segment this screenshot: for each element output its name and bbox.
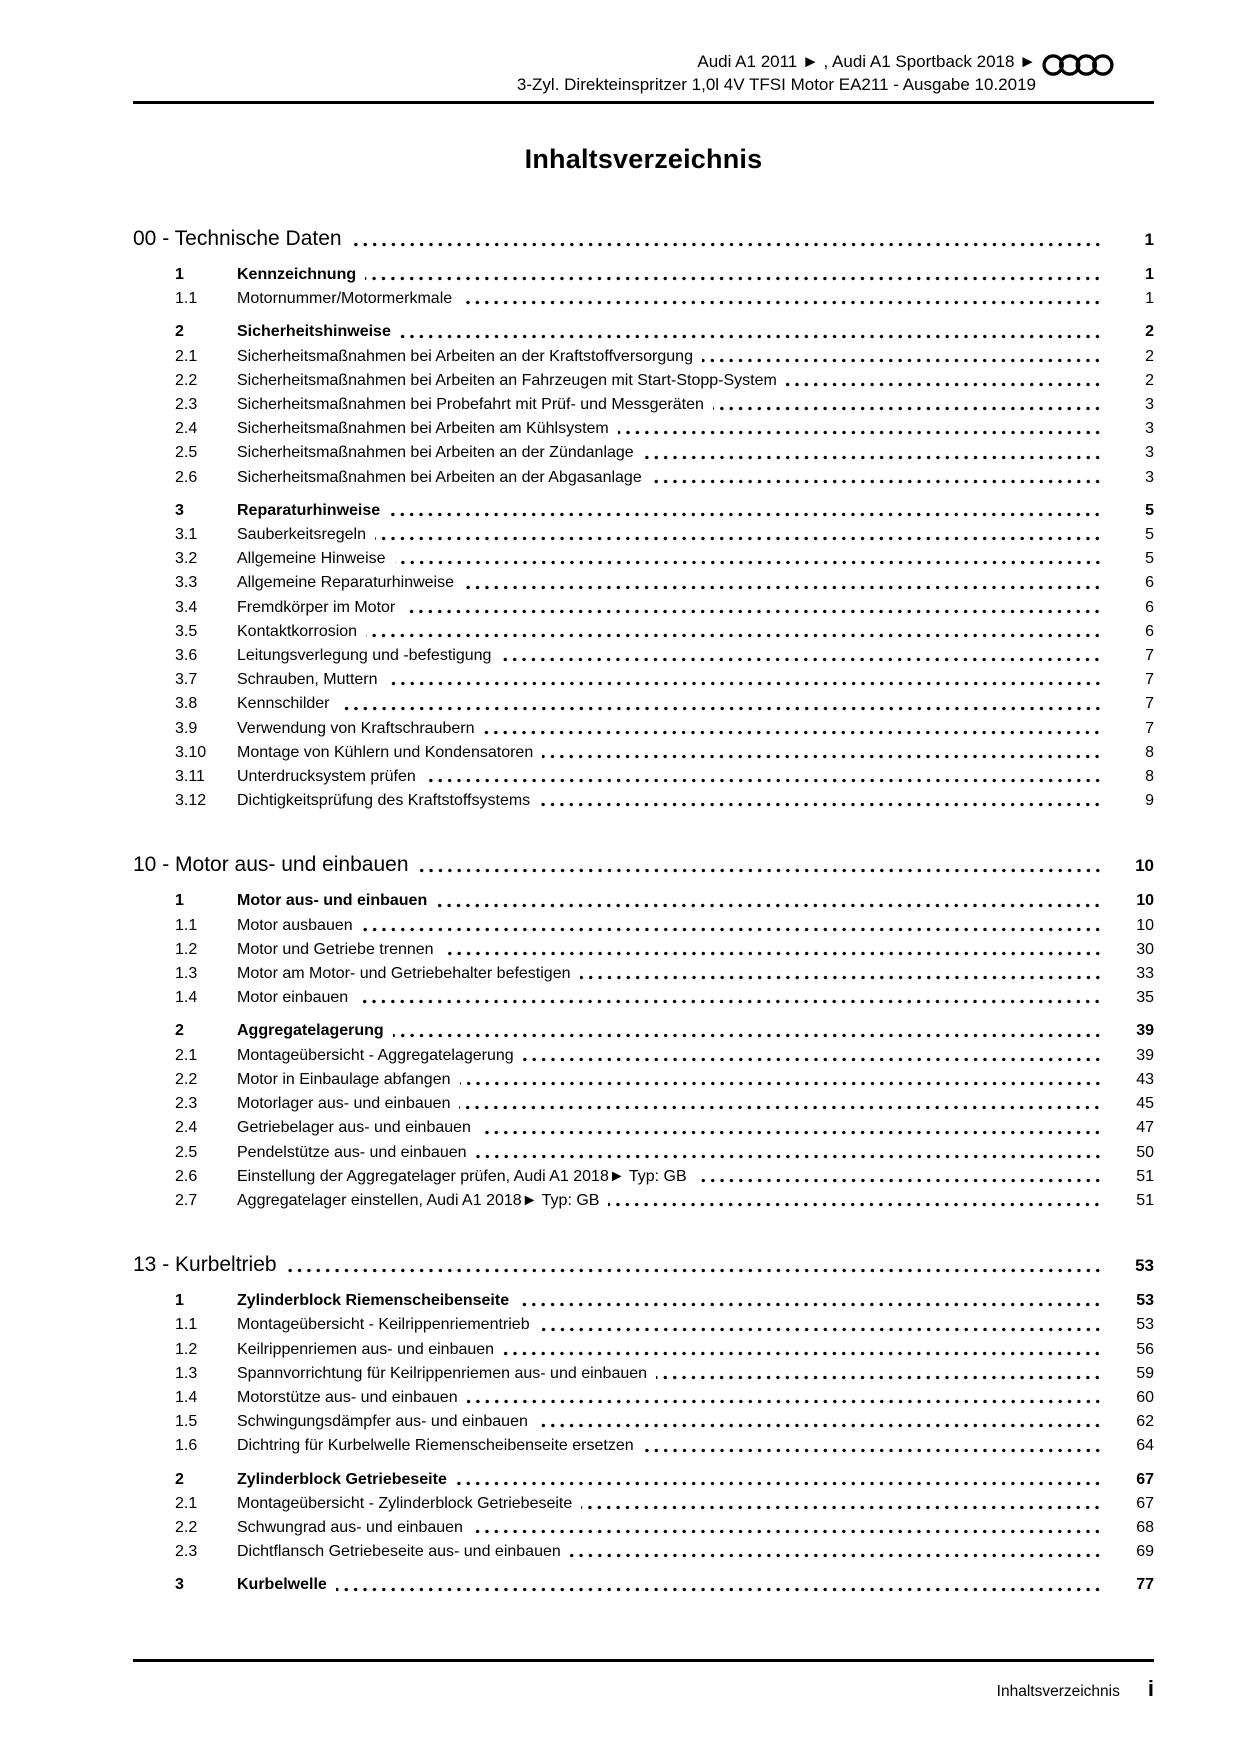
dot-leader — [696, 1165, 1102, 1189]
toc-entry-title: Motor ausbauen — [237, 916, 353, 934]
toc-entry — [133, 1019, 1154, 1043]
toc-entry — [133, 1289, 1154, 1313]
toc-section-title: 13 - Kurbeltrieb — [133, 1253, 277, 1277]
dot-leader — [643, 1434, 1102, 1458]
toc-entry-page: 2 — [1145, 347, 1154, 365]
dot-leader — [467, 1386, 1102, 1410]
toc-entry-title: Motor am Motor- und Getriebehalter befestigen — [237, 965, 571, 983]
toc-section-title: 10 - Motor aus- und einbauen — [133, 853, 409, 877]
toc-entry-number: 1.1 — [175, 290, 198, 308]
toc-entry-page: 39 — [1136, 1046, 1154, 1064]
dot-leader — [476, 1141, 1102, 1165]
toc-entry-title: Leitungsverlegung und -befestigung — [237, 647, 492, 665]
toc-entry-number: 3.11 — [175, 768, 205, 786]
toc-entry — [133, 369, 1154, 393]
dot-leader — [702, 345, 1102, 369]
toc-entry-page: 5 — [1145, 550, 1154, 568]
toc-entry-title: Schwingungsdämpfer aus- und einbauen — [237, 1413, 528, 1431]
table-of-contents — [133, 187, 1154, 1598]
toc-entry — [133, 717, 1154, 741]
toc-entry — [133, 1313, 1154, 1337]
toc-entry-page: 35 — [1136, 989, 1154, 1007]
toc-entry-title: Sicherheitsmaßnahmen bei Arbeiten an der Zündanlage — [237, 444, 634, 462]
toc-entry-page: 50 — [1136, 1143, 1154, 1161]
toc-entry-number: 3.4 — [175, 598, 198, 616]
toc-entry-number: 2.2 — [175, 1518, 198, 1536]
toc-entry-page: 77 — [1136, 1576, 1154, 1594]
toc-entry-title: Dichtring für Kurbelwelle Riemenscheibenseite ersetzen — [237, 1437, 634, 1455]
toc-entry-page: 3 — [1145, 396, 1154, 414]
toc-entry-page: 64 — [1136, 1437, 1154, 1455]
toc-entry-title: Sicherheitsmaßnahmen bei Arbeiten am Kühlsystem — [237, 420, 609, 438]
dot-leader — [503, 1338, 1102, 1362]
header-model-line: Audi A1 2011 ► , Audi A1 Sportback 2018 ► — [697, 52, 1036, 71]
toc-entry-page: 1 — [1145, 266, 1154, 283]
audi-rings-icon — [1042, 51, 1114, 79]
toc-entry — [133, 1092, 1154, 1116]
toc-section — [133, 225, 1154, 813]
toc-entry-number: 1.2 — [175, 1340, 198, 1358]
toc-entry — [133, 596, 1154, 620]
toc-entry-title: Dichtigkeitsprüfung des Kraftstoffsystems — [237, 792, 531, 810]
dot-leader — [542, 741, 1102, 765]
toc-entry-title: Einstellung der Aggregatelager prüfen, Audi A1 2018► Typ: GB — [237, 1167, 687, 1185]
toc-entry-title: Motor einbauen — [237, 989, 349, 1007]
toc-entry-number: 3 — [175, 501, 184, 519]
dot-leader — [580, 962, 1103, 986]
toc-entry-number: 1 — [175, 892, 184, 910]
toc-entry-page: 5 — [1145, 501, 1154, 519]
toc-entry-title: Montageübersicht - Keilrippenriementrieb — [237, 1316, 530, 1334]
dot-leader — [456, 1468, 1102, 1492]
toc-entry-title: Fremdkörper im Motor — [237, 598, 396, 616]
toc-section-heading — [133, 225, 1154, 254]
toc-entry — [133, 1540, 1154, 1564]
toc-entry — [133, 441, 1154, 465]
dot-leader — [537, 1410, 1102, 1434]
toc-entry-number: 2.3 — [175, 1095, 198, 1113]
toc-entry-number: 3.1 — [175, 526, 198, 544]
toc-entry-title: Motor und Getriebe trennen — [237, 940, 434, 958]
toc-entry-title: Sicherheitshinweise — [237, 323, 391, 341]
dot-leader — [393, 1019, 1102, 1043]
dot-leader — [389, 499, 1102, 523]
toc-entry-page: 51 — [1136, 1167, 1154, 1185]
toc-entry-title: Zylinderblock Riemenscheibenseite — [237, 1292, 510, 1310]
toc-entry-number: 1.3 — [175, 1364, 198, 1382]
toc-entry-title: Pendelstütze aus- und einbauen — [237, 1143, 467, 1161]
dot-leader — [425, 765, 1102, 789]
toc-entry-title: Motor in Einbaulage abfangen — [237, 1070, 451, 1088]
toc-entry-number: 1.3 — [175, 965, 198, 983]
toc-entry-title: Kennschilder — [237, 695, 330, 713]
dot-leader — [618, 417, 1102, 441]
toc-entry-page: 10 — [1136, 916, 1154, 934]
dot-leader — [459, 1092, 1102, 1116]
toc-entry-number: 2.7 — [175, 1191, 198, 1209]
toc-entry — [133, 1068, 1154, 1092]
dot-leader — [713, 393, 1102, 417]
dot-leader — [460, 1068, 1103, 1092]
toc-entry-title: Motorstütze aus- und einbauen — [237, 1388, 458, 1406]
toc-entry-page: 8 — [1145, 768, 1154, 786]
footer-page-number: i — [1147, 1676, 1154, 1701]
dot-leader — [418, 851, 1102, 880]
toc-entry — [133, 287, 1154, 311]
dot-leader — [366, 620, 1102, 644]
toc-entry-number: 2.5 — [175, 444, 198, 462]
toc-section-entries — [133, 263, 1154, 813]
toc-entry-number: 2.4 — [175, 420, 198, 438]
toc-entry-page: 10 — [1136, 892, 1154, 910]
toc-entry-title: Unterdrucksystem prüfen — [237, 768, 416, 786]
toc-entry-page: 3 — [1145, 420, 1154, 438]
dot-leader — [581, 1492, 1102, 1516]
dot-leader — [336, 1573, 1102, 1597]
toc-section-page: 1 — [1144, 230, 1154, 249]
dot-leader — [357, 986, 1102, 1010]
page-footer — [133, 1659, 1154, 1702]
toc-entry-number: 2.6 — [175, 468, 198, 486]
toc-entry-page: 1 — [1145, 290, 1154, 308]
dot-leader — [339, 692, 1103, 716]
footer-label: Inhaltsverzeichnis — [996, 1683, 1120, 1700]
toc-entry-page: 60 — [1136, 1388, 1154, 1406]
toc-entry-title: Aggregatelager einstellen, Audi A1 2018► Typ: GB — [237, 1191, 600, 1209]
toc-entry-page: 43 — [1136, 1070, 1154, 1088]
toc-entry-title: Zylinderblock Getriebeseite — [237, 1470, 447, 1488]
toc-entry-page: 59 — [1136, 1364, 1154, 1382]
toc-entry — [133, 1492, 1154, 1516]
dot-leader — [518, 1289, 1102, 1313]
toc-entry-page: 39 — [1136, 1022, 1154, 1040]
toc-entry — [133, 1434, 1154, 1458]
toc-section-entries — [133, 889, 1154, 1213]
dot-leader — [656, 1362, 1102, 1386]
dot-leader — [375, 523, 1102, 547]
dot-leader — [461, 287, 1102, 311]
toc-entry — [133, 765, 1154, 789]
toc-section — [133, 851, 1154, 1213]
dot-leader — [786, 369, 1102, 393]
toc-entry — [133, 1338, 1154, 1362]
toc-entry — [133, 692, 1154, 716]
toc-entry — [133, 571, 1154, 595]
dot-leader — [286, 1251, 1102, 1280]
toc-entry-title: Dichtflansch Getriebeseite aus- und einbauen — [237, 1543, 561, 1561]
toc-section-heading — [133, 1251, 1154, 1280]
toc-section-entries — [133, 1289, 1154, 1597]
toc-entry — [133, 393, 1154, 417]
toc-entry-page: 7 — [1145, 695, 1154, 713]
toc-entry-page: 45 — [1136, 1095, 1154, 1113]
toc-entry-title: Sicherheitsmaßnahmen bei Probefahrt mit Prüf- und Messgeräten — [237, 396, 704, 414]
toc-entry-number: 2.3 — [175, 1543, 198, 1561]
toc-entry-number: 3.7 — [175, 671, 198, 689]
toc-entry-title: Sicherheitsmaßnahmen bei Arbeiten an Fahrzeugen mit Start-Stopp-System — [237, 371, 777, 389]
toc-entry — [133, 320, 1154, 344]
dot-leader — [362, 914, 1102, 938]
dot-leader — [443, 938, 1102, 962]
toc-entry-page: 5 — [1145, 526, 1154, 544]
toc-entry-title: Spannvorrichtung für Keilrippenriemen aus- und einbauen — [237, 1364, 648, 1382]
toc-entry — [133, 620, 1154, 644]
toc-entry-number: 2.3 — [175, 396, 198, 414]
toc-entry-page: 33 — [1136, 965, 1154, 983]
toc-entry-title: Schwungrad aus- und einbauen — [237, 1518, 463, 1536]
toc-entry — [133, 1362, 1154, 1386]
dot-leader — [436, 889, 1102, 913]
toc-entry-title: Allgemeine Reparaturhinweise — [237, 574, 455, 592]
toc-entry-number: 2.2 — [175, 371, 198, 389]
toc-entry — [133, 1386, 1154, 1410]
toc-entry-page: 6 — [1145, 622, 1154, 640]
toc-entry — [133, 889, 1154, 913]
toc-section — [133, 1251, 1154, 1597]
toc-entry — [133, 986, 1154, 1010]
toc-entry-page: 3 — [1145, 444, 1154, 462]
toc-entry-number: 2.1 — [175, 1046, 198, 1064]
dot-leader — [643, 441, 1102, 465]
toc-entry — [133, 417, 1154, 441]
toc-entry-page: 7 — [1145, 719, 1154, 737]
toc-entry — [133, 1116, 1154, 1140]
toc-entry — [133, 962, 1154, 986]
toc-entry — [133, 668, 1154, 692]
toc-entry-title: Sicherheitsmaßnahmen bei Arbeiten an der Abgasanlage — [237, 468, 642, 486]
toc-entry-page: 2 — [1145, 371, 1154, 389]
toc-entry-number: 3.9 — [175, 719, 198, 737]
toc-entry — [133, 914, 1154, 938]
toc-entry-number: 3 — [175, 1576, 184, 1594]
toc-entry-title: Keilrippenriemen aus- und einbauen — [237, 1340, 495, 1358]
toc-entry-page: 47 — [1136, 1119, 1154, 1137]
toc-entry-title: Sauberkeitsregeln — [237, 526, 366, 544]
toc-section-page: 10 — [1135, 856, 1154, 876]
toc-entry-title: Sicherheitsmaßnahmen bei Arbeiten an der Kraftstoffversorgung — [237, 347, 693, 365]
toc-entry-number: 1.1 — [175, 1316, 198, 1334]
toc-entry — [133, 741, 1154, 765]
dot-leader — [351, 225, 1102, 254]
toc-entry-number: 2.1 — [175, 347, 198, 365]
dot-leader — [395, 547, 1102, 571]
toc-entry-number: 1.2 — [175, 940, 198, 958]
toc-entry — [133, 1044, 1154, 1068]
toc-entry — [133, 499, 1154, 523]
dot-leader — [570, 1540, 1102, 1564]
toc-entry-page: 9 — [1145, 792, 1154, 810]
page-title: Inhaltsverzeichnis — [524, 144, 763, 174]
toc-entry-title: Montageübersicht - Aggregatelagerung — [237, 1046, 514, 1064]
toc-entry — [133, 938, 1154, 962]
header-text — [133, 50, 1154, 96]
toc-entry-page: 67 — [1136, 1494, 1154, 1512]
toc-entry-title: Schrauben, Muttern — [237, 671, 378, 689]
toc-entry — [133, 1141, 1154, 1165]
toc-entry — [133, 1410, 1154, 1434]
toc-entry-title: Allgemeine Hinweise — [237, 550, 386, 568]
dot-leader — [651, 466, 1102, 490]
toc-entry-number: 1.5 — [175, 1413, 198, 1431]
toc-entry — [133, 1189, 1154, 1213]
toc-entry-title: Montageübersicht - Zylinderblock Getriebeseite — [237, 1494, 573, 1512]
dot-leader — [480, 1116, 1102, 1140]
toc-entry-number: 3.2 — [175, 550, 198, 568]
toc-entry — [133, 644, 1154, 668]
toc-entry-number: 1.4 — [175, 1388, 198, 1406]
toc-entry-page: 6 — [1145, 574, 1154, 592]
toc-entry — [133, 1573, 1154, 1597]
toc-entry-page: 68 — [1136, 1518, 1154, 1536]
dot-leader — [365, 263, 1102, 287]
dot-leader — [483, 717, 1102, 741]
toc-entry-title: Reparaturhinweise — [237, 501, 381, 519]
toc-entry-number: 1.6 — [175, 1437, 198, 1455]
toc-entry — [133, 789, 1154, 813]
toc-section-heading — [133, 851, 1154, 880]
toc-entry-number: 3.8 — [175, 695, 198, 713]
dot-leader — [523, 1044, 1102, 1068]
toc-entry-number: 2 — [175, 1022, 184, 1040]
dot-leader — [500, 644, 1102, 668]
header-engine-line: 3-Zyl. Direkteinspritzer 1,0l 4V TFSI Motor EA211 - Ausgabe 10.2019 — [516, 75, 1036, 94]
dot-leader — [539, 789, 1102, 813]
toc-entry — [133, 466, 1154, 490]
toc-entry-title: Motor aus- und einbauen — [237, 892, 428, 910]
toc-entry-page: 30 — [1136, 940, 1154, 958]
toc-entry-number: 1.4 — [175, 989, 198, 1007]
toc-entry-title: Montage von Kühlern und Kondensatoren — [237, 743, 534, 761]
toc-entry-number: 2 — [175, 1470, 184, 1488]
toc-entry-page: 7 — [1145, 671, 1154, 689]
toc-entry-page: 51 — [1136, 1191, 1154, 1209]
toc-section-title: 00 - Technische Daten — [133, 227, 342, 250]
toc-entry-title: Motorlager aus- und einbauen — [237, 1095, 451, 1113]
toc-entry-page: 62 — [1136, 1413, 1154, 1431]
toc-entry-title: Kennzeichnung — [237, 266, 357, 283]
dot-leader — [539, 1313, 1102, 1337]
toc-entry-title: Kontaktkorrosion — [237, 622, 358, 640]
toc-entry-page: 3 — [1145, 468, 1154, 486]
toc-entry-page: 69 — [1136, 1543, 1154, 1561]
dot-leader — [472, 1516, 1102, 1540]
toc-entry-number: 2.5 — [175, 1143, 198, 1161]
toc-entry-number: 3.6 — [175, 647, 198, 665]
toc-entry-page: 6 — [1145, 598, 1154, 616]
toc-entry — [133, 547, 1154, 571]
toc-entry-page: 67 — [1136, 1470, 1154, 1488]
toc-entry — [133, 1165, 1154, 1189]
toc-entry-number: 3.10 — [175, 743, 207, 761]
toc-entry-title: Aggregatelagerung — [237, 1022, 384, 1040]
toc-entry-page: 8 — [1145, 743, 1154, 761]
toc-entry-title: Kurbelwelle — [237, 1576, 327, 1594]
dot-leader — [463, 571, 1102, 595]
toc-entry-number: 1 — [175, 266, 184, 283]
toc-entry-title: Motornummer/Motormerkmale — [237, 290, 453, 308]
toc-entry-number: 2.6 — [175, 1167, 198, 1185]
toc-entry-number: 2 — [175, 323, 184, 341]
toc-entry-number: 2.2 — [175, 1070, 198, 1088]
dot-leader — [387, 668, 1102, 692]
toc-entry-number: 3.12 — [175, 792, 207, 810]
toc-entry — [133, 523, 1154, 547]
toc-entry-page: 7 — [1145, 647, 1154, 665]
toc-entry — [133, 263, 1154, 287]
toc-entry-number: 2.1 — [175, 1494, 198, 1512]
toc-entry-title: Verwendung von Kraftschraubern — [237, 719, 475, 737]
page-header — [133, 50, 1154, 104]
toc-entry — [133, 345, 1154, 369]
toc-entry-number: 3.5 — [175, 622, 198, 640]
dot-leader — [400, 320, 1102, 344]
toc-entry-title: Getriebelager aus- und einbauen — [237, 1119, 471, 1137]
toc-entry — [133, 1468, 1154, 1492]
toc-section-page: 53 — [1135, 1256, 1154, 1276]
toc-entry-number: 1.1 — [175, 916, 198, 934]
toc-entry-page: 53 — [1136, 1292, 1154, 1310]
toc-entry-page: 53 — [1136, 1316, 1154, 1334]
toc-entry — [133, 1516, 1154, 1540]
toc-entry-number: 3.3 — [175, 574, 198, 592]
toc-entry-number: 2.4 — [175, 1119, 198, 1137]
dot-leader — [404, 596, 1102, 620]
dot-leader — [608, 1189, 1102, 1213]
toc-entry-page: 2 — [1145, 323, 1154, 341]
toc-entry-number: 1 — [175, 1292, 184, 1310]
toc-entry-page: 56 — [1136, 1340, 1154, 1358]
